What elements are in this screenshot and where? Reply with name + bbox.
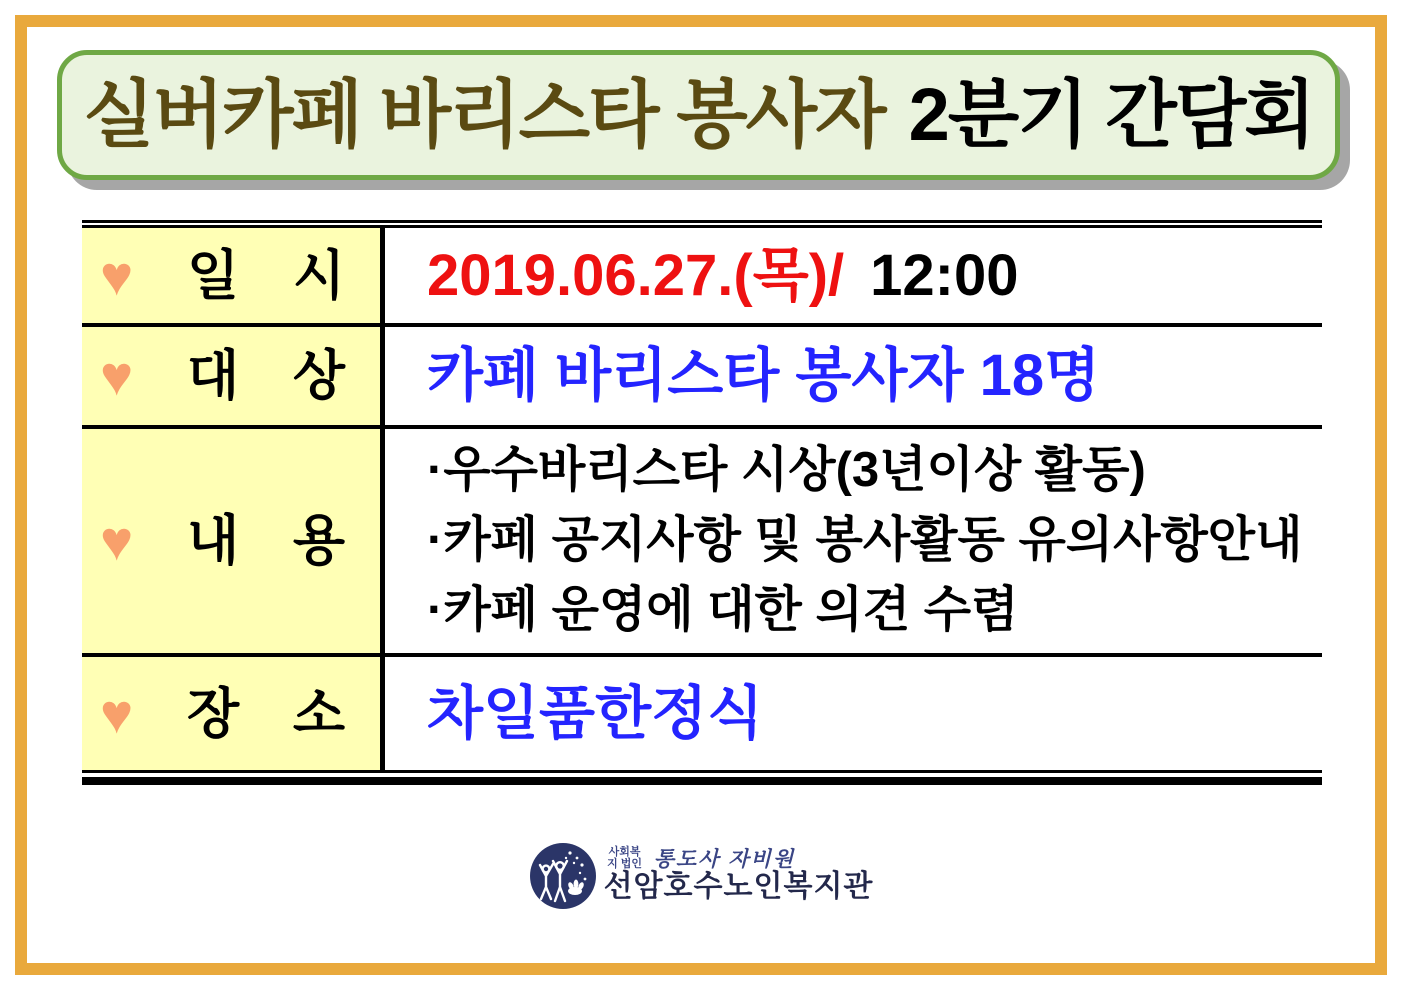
datetime-label-char-2: 시 (292, 245, 345, 306)
place-value-cell (385, 657, 1322, 770)
table-row-datetime (82, 228, 1322, 323)
org-name: 선암호수노인복지관 (603, 870, 874, 904)
table-row-place (82, 653, 1322, 773)
org-logo-mark-icon (530, 843, 596, 909)
place-label-cell (82, 657, 385, 770)
target-label-cell (82, 327, 385, 425)
table-row-content (82, 425, 1322, 653)
datetime-label-cell (82, 228, 385, 323)
poster-title-part1: 실버카페 바리스타 봉사자 (83, 73, 885, 156)
info-table (82, 220, 1322, 785)
org-foundation-name: 통도사 자비원 (653, 848, 796, 872)
heart-icon: ♥ (100, 243, 134, 307)
heart-icon: ♥ (100, 344, 134, 407)
event-time: 12:00 (870, 242, 1019, 308)
poster-title-part2: 2분기 간담회 (908, 73, 1314, 156)
content-value-cell (385, 429, 1322, 653)
content-lines (427, 444, 1302, 638)
event-target: 카페 바리스타 봉사자 18명 (427, 343, 1101, 408)
org-foundation-type: 사회복지 법인 (607, 846, 643, 870)
org-foundation-line (604, 847, 874, 870)
content-label-cell (82, 429, 385, 653)
org-logo-text-block (604, 843, 874, 905)
datetime-value-cell (385, 228, 1322, 323)
event-date: 2019.06.27.(목)/ (427, 242, 845, 308)
heart-icon: ♥ (100, 681, 134, 745)
content-label-char-1: 내 (186, 511, 240, 571)
place-label-char-2: 소 (292, 683, 345, 744)
table-row-target (82, 323, 1322, 425)
heart-icon: ♥ (100, 509, 134, 572)
content-line-2: ·카페 공지사항 및 봉사활동 유의사항안내 (427, 513, 1303, 568)
content-line-1: ·우수바리스타 시상(3년이상 활동) (427, 443, 1146, 498)
title-banner (57, 50, 1340, 180)
event-place: 차일품한정식 (427, 680, 764, 746)
place-label-char-1: 장 (186, 683, 240, 744)
target-label-char-2: 상 (292, 346, 345, 406)
org-logo (0, 843, 1403, 909)
content-label-char-2: 용 (292, 511, 345, 571)
target-label-char-1: 대 (186, 346, 240, 406)
content-line-3: ·카페 운영에 대한 의견 수렴 (427, 582, 1019, 637)
target-value-cell (385, 327, 1322, 425)
datetime-label-char-1: 일 (186, 245, 240, 306)
